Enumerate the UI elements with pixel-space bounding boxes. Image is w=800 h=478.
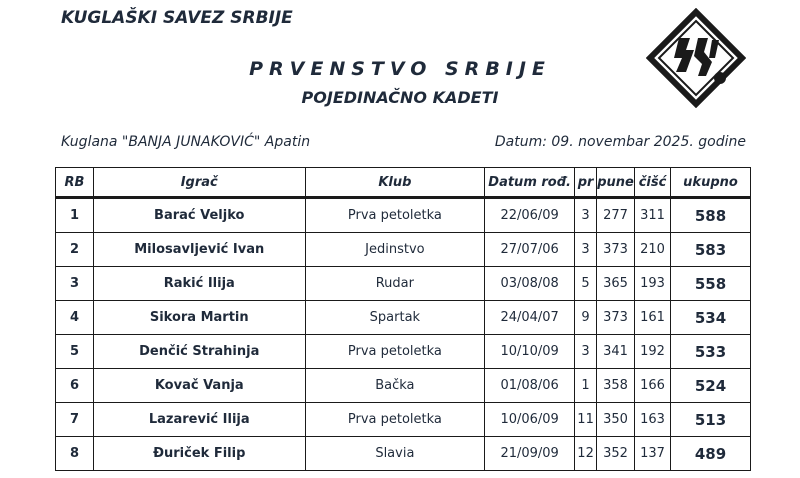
club-cell: Prva petoletka — [305, 198, 485, 233]
club-cell: Rudar — [305, 267, 485, 301]
player-cell: Rakić Ilija — [93, 267, 305, 301]
table-row — [56, 335, 751, 369]
table-row — [56, 301, 751, 335]
pune-cell: 350 — [597, 403, 635, 437]
table-row — [56, 369, 751, 403]
pune-cell: 277 — [597, 198, 635, 233]
pr-cell: 1 — [575, 369, 597, 403]
col-rb: RB — [56, 168, 94, 198]
col-pune: pune — [597, 168, 635, 198]
pune-cell: 341 — [597, 335, 635, 369]
player-cell: Kovač Vanja — [93, 369, 305, 403]
col-club: Klub — [305, 168, 485, 198]
born-cell: 27/07/06 — [485, 233, 575, 267]
pr-cell: 3 — [575, 198, 597, 233]
player-cell: Milosavljević Ivan — [93, 233, 305, 267]
pune-cell: 352 — [597, 437, 635, 471]
rank-cell: 4 — [56, 301, 94, 335]
cisc-cell: 166 — [635, 369, 671, 403]
col-pr: pr — [575, 168, 597, 198]
pr-cell: 11 — [575, 403, 597, 437]
rank-cell: 6 — [56, 369, 94, 403]
club-cell: Prva petoletka — [305, 403, 485, 437]
rank-cell: 3 — [56, 267, 94, 301]
cisc-cell: 161 — [635, 301, 671, 335]
total-cell: 583 — [671, 233, 751, 267]
total-cell: 588 — [671, 198, 751, 233]
pr-cell: 12 — [575, 437, 597, 471]
pr-cell: 9 — [575, 301, 597, 335]
page-subtitle: POJEDINAČNO KADETI — [301, 88, 499, 107]
table-row — [56, 267, 751, 301]
event-date: Datum: 09. novembar 2025. godine — [494, 134, 746, 150]
total-cell: 489 — [671, 437, 751, 471]
total-cell: 524 — [671, 369, 751, 403]
player-cell: Lazarević Ilija — [93, 403, 305, 437]
cisc-cell: 193 — [635, 267, 671, 301]
pr-cell: 3 — [575, 335, 597, 369]
table-row — [56, 403, 751, 437]
born-cell: 10/06/09 — [485, 403, 575, 437]
player-cell: Đuriček Filip — [93, 437, 305, 471]
col-total: ukupno — [671, 168, 751, 198]
table-header-row — [56, 168, 751, 198]
rank-cell: 8 — [56, 437, 94, 471]
col-cisc: čišć — [635, 168, 671, 198]
born-cell: 03/08/08 — [485, 267, 575, 301]
pr-cell: 3 — [575, 233, 597, 267]
table-row — [56, 437, 751, 471]
cisc-cell: 163 — [635, 403, 671, 437]
page-title: PRVENSTVO SRBIJE — [249, 58, 551, 80]
born-cell: 10/10/09 — [485, 335, 575, 369]
total-cell: 534 — [671, 301, 751, 335]
total-cell: 533 — [671, 335, 751, 369]
cisc-cell: 311 — [635, 198, 671, 233]
born-cell: 01/08/06 — [485, 369, 575, 403]
table-row — [56, 233, 751, 267]
player-cell: Sikora Martin — [93, 301, 305, 335]
pune-cell: 365 — [597, 267, 635, 301]
bowling-federation-logo-icon — [646, 8, 746, 108]
club-cell: Jedinstvo — [305, 233, 485, 267]
table-row — [56, 198, 751, 233]
total-cell: 513 — [671, 403, 751, 437]
player-cell: Barać Veljko — [93, 198, 305, 233]
col-born: Datum rođ. — [485, 168, 575, 198]
venue-label: Kuglana "BANJA JUNAKOVIĆ" Apatin — [61, 134, 311, 150]
pune-cell: 373 — [597, 233, 635, 267]
results-table — [55, 167, 751, 471]
player-cell: Denčić Strahinja — [93, 335, 305, 369]
rank-cell: 5 — [56, 335, 94, 369]
born-cell: 21/09/09 — [485, 437, 575, 471]
rank-cell: 2 — [56, 233, 94, 267]
club-cell: Bačka — [305, 369, 485, 403]
cisc-cell: 192 — [635, 335, 671, 369]
club-cell: Prva petoletka — [305, 335, 485, 369]
pr-cell: 5 — [575, 267, 597, 301]
rank-cell: 1 — [56, 198, 94, 233]
born-cell: 22/06/09 — [485, 198, 575, 233]
total-cell: 558 — [671, 267, 751, 301]
pune-cell: 373 — [597, 301, 635, 335]
rank-cell: 7 — [56, 403, 94, 437]
cisc-cell: 137 — [635, 437, 671, 471]
col-player: Igrač — [93, 168, 305, 198]
club-cell: Spartak — [305, 301, 485, 335]
pune-cell: 358 — [597, 369, 635, 403]
born-cell: 24/04/07 — [485, 301, 575, 335]
club-cell: Slavia — [305, 437, 485, 471]
federation-name: KUGLAŠKI SAVEZ SRBIJE — [61, 8, 293, 28]
cisc-cell: 210 — [635, 233, 671, 267]
